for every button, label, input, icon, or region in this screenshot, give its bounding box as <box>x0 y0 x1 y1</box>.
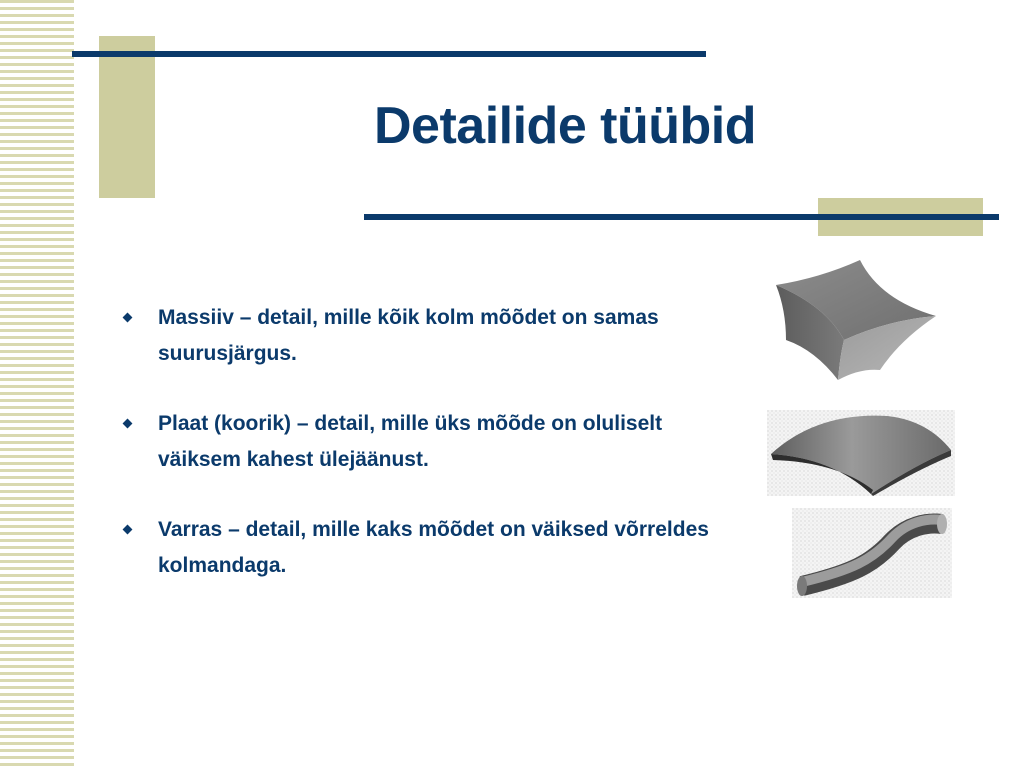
shell-plate-image <box>767 410 955 496</box>
rod-image <box>792 508 952 598</box>
title-top-rule <box>72 51 706 57</box>
solid-block-image <box>770 250 940 382</box>
bullet-diamond-icon <box>123 419 133 429</box>
bullet-item-plaat <box>120 406 740 478</box>
decorative-block-left <box>99 36 155 198</box>
bullet-list <box>120 300 740 618</box>
bullet-diamond-icon <box>123 525 133 535</box>
bullet-text: Varras – detail, mille kaks mõõdet on väiksed võrreldes kolmandaga. <box>158 518 709 577</box>
bullet-item-varras <box>120 512 740 584</box>
slide-title: Detailide tüübid <box>374 97 756 155</box>
title-bottom-rule <box>364 214 999 220</box>
bullet-diamond-icon <box>123 313 133 323</box>
bullet-text: Plaat (koorik) – detail, mille üks mõõde on oluliselt väiksem kahest ülejäänust. <box>158 412 663 471</box>
bullet-text: Massiiv – detail, mille kõik kolm mõõdet on samas suurusjärgus. <box>158 306 659 365</box>
bullet-item-massiiv <box>120 300 740 372</box>
decorative-stripes <box>0 0 74 768</box>
